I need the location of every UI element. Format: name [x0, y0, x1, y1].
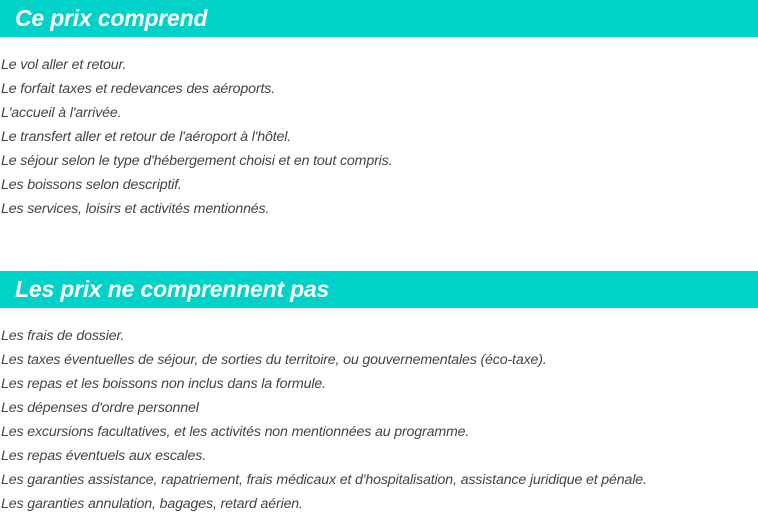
excluded-item: Les garanties assistance, rapatriement, frais médicaux et d'hospitalisation, assistance juridique et pénale.: [1, 472, 647, 488]
excluded-item: Les repas éventuels aux escales.: [1, 448, 206, 464]
included-section: [0, 0, 758, 221]
included-item: Le transfert aller et retour de l'aéroport à l'hôtel.: [1, 129, 292, 145]
excluded-item: Les repas et les boissons non inclus dans la formule.: [1, 376, 326, 392]
included-item: Le séjour selon le type d'hébergement choisi et en tout compris.: [1, 153, 393, 169]
excluded-item: Les frais de dossier.: [1, 328, 125, 344]
included-list: [0, 53, 758, 221]
excluded-list: [0, 324, 758, 516]
included-item: Le forfait taxes et redevances des aéroports.: [1, 81, 276, 97]
excluded-item: Les dépenses d'ordre personnel: [1, 400, 199, 416]
excluded-item: Les taxes éventuelles de séjour, de sorties du territoire, ou gouvernementales (éco-taxe).: [1, 352, 547, 368]
included-section-title: Ce prix comprend: [0, 0, 758, 37]
included-item: Les services, loisirs et activités mentionnés.: [1, 201, 270, 217]
excluded-section-title: Les prix ne comprennent pas: [0, 271, 758, 308]
included-item: L'accueil à l'arrivée.: [1, 105, 122, 121]
included-item: Les boissons selon descriptif.: [1, 177, 182, 193]
excluded-item: Les excursions facultatives, et les activités non mentionnées au programme.: [1, 424, 470, 440]
excluded-item: Les garanties annulation, bagages, retard aérien.: [1, 496, 303, 512]
included-item: Le vol aller et retour.: [1, 57, 127, 73]
excluded-section: [0, 271, 758, 516]
